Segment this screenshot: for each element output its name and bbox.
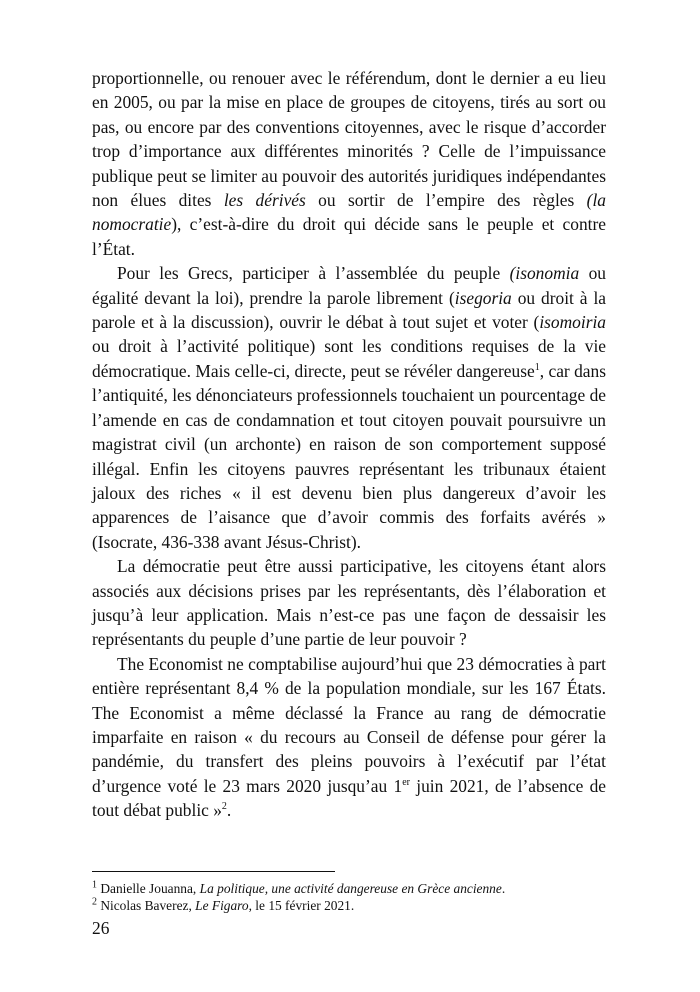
superscript-mark: er [402,776,410,788]
text-run: ou droit à la parole et à la discussion), ouvrir le débat à tout sujet et voter ( [92,287,606,333]
italic-text: isegoria [454,287,512,308]
text-run: The Economist ne comptabilise aujourd’hui que 23 démocraties à part entière représentant 8,4 % de la population mondiale, sur les 167 États. The Economist a même déclassé la France au rang de démocratie imparfaite en raison « du recours au Conseil de défense pour gérer la pandémie, du transfert des pleins pouvoirs à l’exécutif par l’état d’urgence voté le 23 mars 2020 jusqu’au 1 [92,653,606,796]
italic-text: La politique, une activité dangereuse en Grèce ancienne [199,881,502,896]
text-run: ou droit à l’activité politique) sont les conditions requises de la vie démocratique. Mais celle-ci, directe, peut se révéler dangereuse [92,336,606,381]
footnote [92,880,606,897]
footnote-separator [92,871,335,872]
text-run: juin 2021, de l’absence de tout débat public » [92,775,607,821]
text-run: , le 15 février 2021. [248,898,355,913]
text-run: proportionnelle, ou renouer avec le référendum, dont le dernier a eu lieu en 2005, ou par la mise en place de groupes de citoyens, tirés au sort ou pas, ou encore par des conventions citoyennes, avec le risque d’accorder trop d’importance aux différentes minorités ? Celle de l’impuissance publique peut se limiter au pouvoir des autorités juridiques indépendantes non élues dites [92,68,606,211]
page-number: 26 [92,918,110,938]
paragraph [92,652,606,823]
italic-text: (isonomia [509,263,580,284]
text-run: ou égalité devant la loi), prendre la parole librement ( [92,263,606,308]
text-run: ), c’est-à-dire du droit qui décide sans le peuple et contre l’État. [92,214,606,259]
text-run: Danielle Jouanna, [97,881,200,896]
superscript-mark: 2 [221,801,227,813]
text-run: Nicolas Baverez, [97,898,196,913]
italic-text: isomoiria [539,312,606,333]
paragraph [92,66,606,261]
paragraph [92,554,606,652]
superscript-mark: 1 [534,362,540,374]
footnotes [92,880,606,914]
italic-text: Le Figaro [195,898,249,913]
text-run: Pour les Grecs, participer à l’assemblée du peuple [117,263,510,284]
text-run: . [226,800,232,821]
footnote [92,897,606,914]
text-run: , car dans l’antiquité, les dénonciateurs professionnels touchaient un pourcentage de l’amende en cas de condamnation et tout citoyen pouvait poursuivre un magistrat civil (un archonte) en raison de son comportement supposé illégal. Enfin les citoyens pauvres représentant les tribunaux étaient jaloux des riches « il est devenu bien plus dangereux d’avoir les apparences de l’aisance que d’avoir commis des forfaits avérés » (Isocrate, 436-338 avant Jésus-Christ). [92,360,606,552]
paragraph [92,261,606,554]
text-run: ou sortir de l’empire des règles [305,190,587,211]
italic-text: les dérivés [223,190,306,211]
italic-text: (la nomocratie [92,190,606,235]
superscript-mark: 1 [92,879,97,891]
body-text [92,66,606,823]
text-run: . [501,881,506,896]
superscript-mark: 2 [92,896,97,908]
text-run: La démocratie peut être aussi participative, les citoyens étant alors associés aux décisions prises par les représentants, dès l’élaboration et jusqu’à leur application. Mais n’est-ce pas une façon de dessaisir les représentants du peuple d’une partie de leur pouvoir ? [92,556,606,650]
